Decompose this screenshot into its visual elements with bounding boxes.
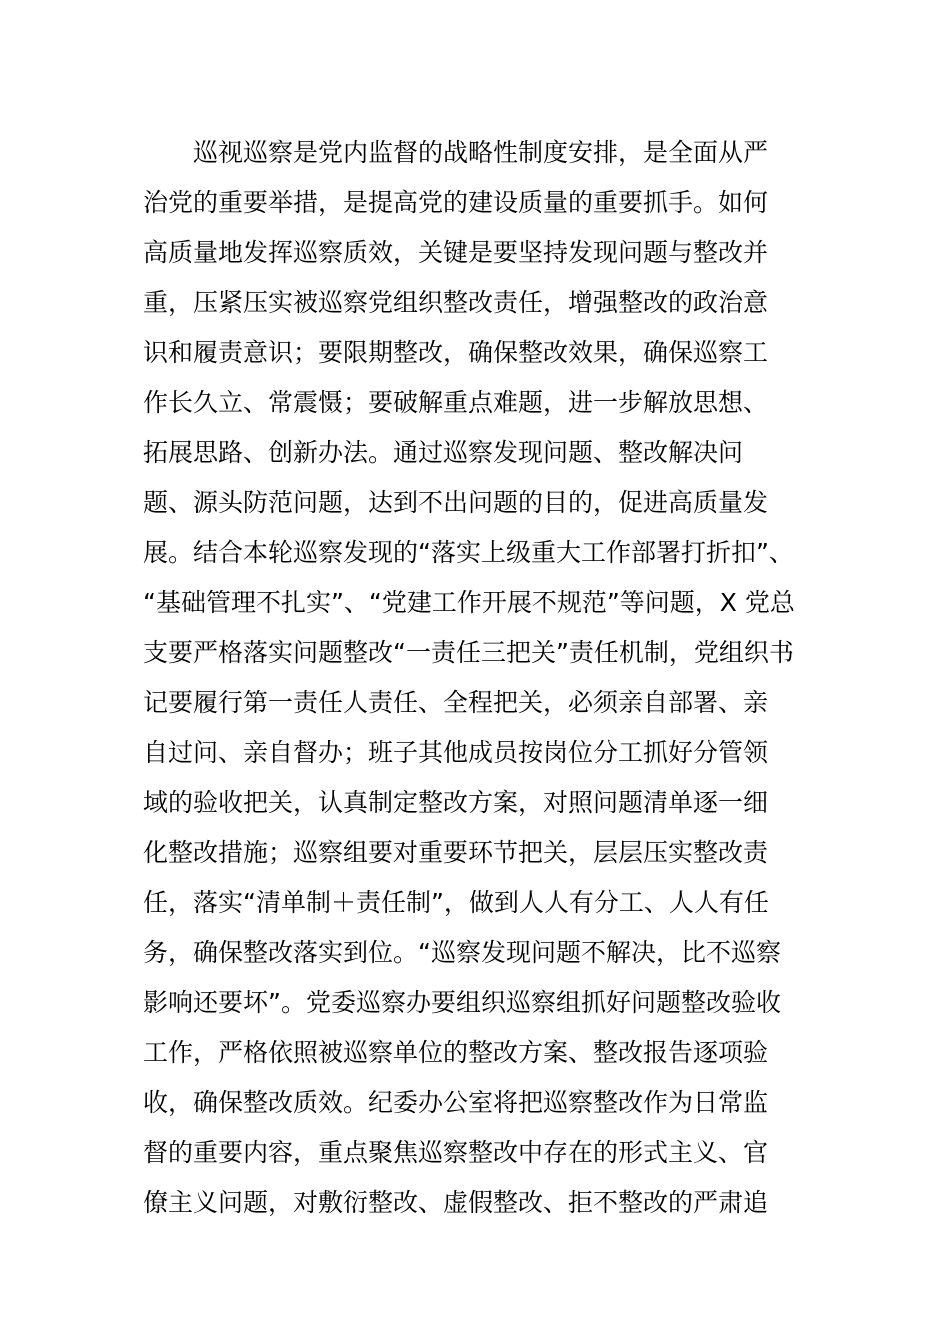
paragraph-line: 自过问、亲自督办；班子其他成员按岗位分工抓好分管领 (143, 738, 769, 767)
paragraph-line: 化整改措施；巡察组要对重要环节把关，层层压实整改责 (143, 838, 769, 867)
paragraph-line: 务，确保整改落实到位。“巡察发现问题不解决，比不巡察 (143, 938, 781, 967)
paragraph-line: 僚主义问题，对敷衍整改、虚假整改、拒不整改的严肃追 (143, 1188, 769, 1217)
body-paragraph (143, 128, 813, 1228)
paragraph-line: 治党的重要举措，是提高党的建设质量的重要抓手。如何 (143, 188, 769, 217)
paragraph-line: 作长久立、常震慑；要破解重点难题，进一步解放思想、 (143, 388, 769, 417)
paragraph-line: 域的验收把关，认真制定整改方案，对照问题清单逐一细 (143, 788, 769, 817)
paragraph-line: 展。结合本轮巡察发现的“落实上级重大工作部署打折扣”、 (143, 538, 794, 567)
paragraph-line: 支要严格落实问题整改“一责任三把关”责任机制，党组织书 (143, 638, 794, 667)
paragraph-line: 题、源头防范问题，达到不出问题的目的，促进高质量发 (143, 488, 769, 517)
paragraph-line: 任，落实“清单制＋责任制”，做到人人有分工、人人有任 (143, 888, 769, 917)
paragraph-line: 影响还要坏”。党委巡察办要组织巡察组抓好问题整改验收 (143, 988, 781, 1017)
paragraph-line: 收，确保整改质效。纪委办公室将把巡察整改作为日常监 (143, 1088, 769, 1117)
paragraph-line: 督的重要内容，重点聚焦巡察整改中存在的形式主义、官 (143, 1138, 769, 1167)
paragraph-line: “基础管理不扎实”、“党建工作开展不规范”等问题，X 党总 (143, 588, 795, 617)
paragraph-line: 重，压紧压实被巡察党组织整改责任，增强整改的政治意 (143, 288, 769, 317)
paragraph-line: 识和履责意识；要限期整改，确保整改效果，确保巡察工 (143, 338, 769, 367)
paragraph-line: 巡视巡察是党内监督的战略性制度安排，是全面从严 (193, 138, 769, 167)
paragraph-line: 拓展思路、创新办法。通过巡察发现问题、整改解决问 (143, 438, 744, 467)
paragraph-line: 记要履行第一责任人责任、全程把关，必须亲自部署、亲 (143, 688, 769, 717)
paragraph-line: 工作，严格依照被巡察单位的整改方案、整改报告逐项验 (143, 1038, 769, 1067)
paragraph-line: 高质量地发挥巡察质效，关键是要坚持发现问题与整改并 (143, 238, 769, 267)
